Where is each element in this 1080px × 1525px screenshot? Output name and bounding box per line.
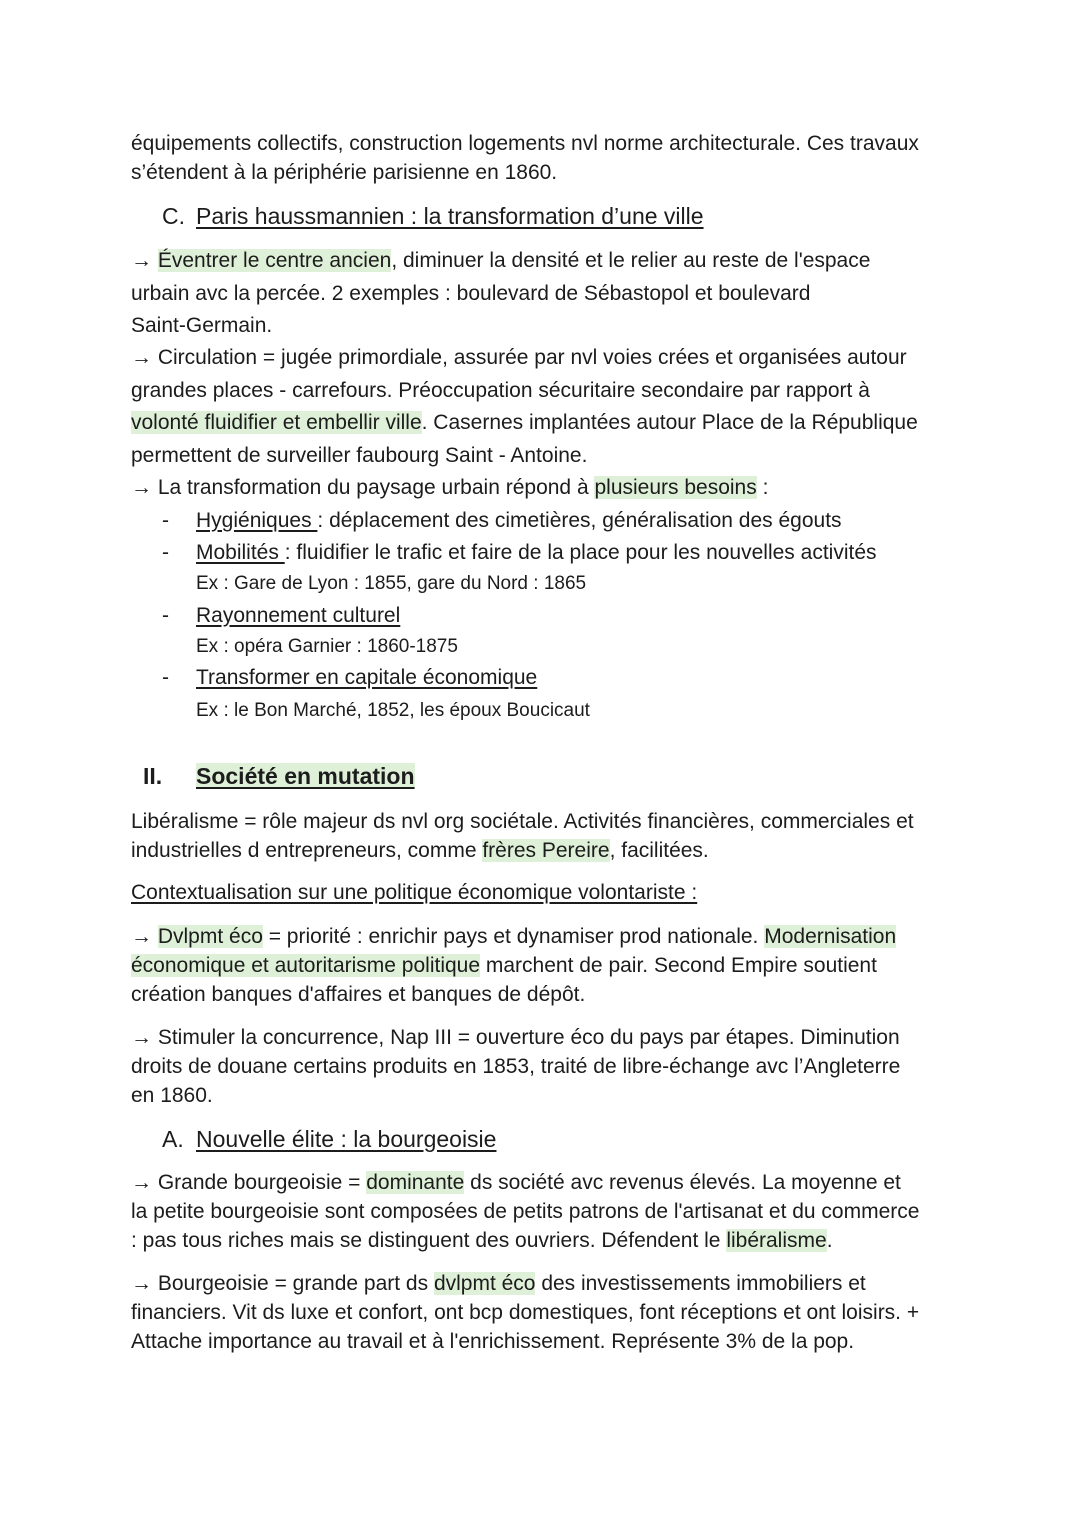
highlight-eventrer: Éventrer le centre ancien xyxy=(157,249,392,272)
section-a-heading xyxy=(162,1124,496,1154)
paragraph-text: Attache importance au travail et à l'enrichissement. Représente 3% de la pop. xyxy=(131,1330,855,1353)
list-label: Hygiéniques xyxy=(196,509,318,532)
paragraph-text: → Circulation = jugée primordiale, assurée par nvl voies crées et organisées autour xyxy=(131,346,907,369)
paragraph-text: la petite bourgeoisie sont composées de petits patrons de l'artisanat et du commerce xyxy=(131,1200,920,1223)
section-c-letter: C. xyxy=(162,203,185,229)
paragraph-grande-bourgeoisie xyxy=(131,1168,961,1255)
paragraph-text: → Grande bourgeoisie = xyxy=(131,1171,367,1194)
paragraph-text: Saint-Germain. xyxy=(131,314,273,337)
paragraph-text: : xyxy=(756,476,769,499)
highlight-liberalisme: libéralisme xyxy=(726,1229,827,1252)
arrow: → xyxy=(131,925,158,948)
example-bon-marche: Ex : le Bon Marché, 1852, les époux Boucicaut xyxy=(196,700,590,721)
list-label: Transformer en capitale économique xyxy=(196,666,538,689)
paragraph-text: → Stimuler la concurrence, Nap III = ouverture éco du pays par étapes. Diminution xyxy=(131,1026,900,1049)
list-dash: - xyxy=(162,541,169,564)
example-gares: Ex : Gare de Lyon : 1855, gare du Nord : 1865 xyxy=(196,573,587,594)
paragraph-text: droits de douane certains produits en 1853, traité de libre-échange avc l’Angleterre xyxy=(131,1055,901,1078)
section-a-letter: A. xyxy=(162,1126,184,1152)
highlight-dvlpmt-eco: dvlpmt éco xyxy=(433,1272,536,1295)
intro-paragraph xyxy=(131,129,961,187)
paragraph-text: . xyxy=(826,1229,833,1252)
paragraph-text: industrielles d entrepreneurs, comme xyxy=(131,839,483,862)
highlight-autoritarisme: économique et autoritarisme politique xyxy=(131,954,481,977)
section-c-heading xyxy=(162,201,704,231)
paragraph-bourgeoisie xyxy=(131,1269,961,1356)
paragraph-concurrence xyxy=(131,1023,961,1110)
highlight-pereire: frères Pereire xyxy=(482,839,610,862)
paragraph-text: → La transformation du paysage urbain répond à xyxy=(131,476,595,499)
paragraph-text: ds société avc revenus élevés. La moyenne et xyxy=(464,1171,901,1194)
highlight-besoins: plusieurs besoins xyxy=(594,476,757,499)
section-ii-heading xyxy=(143,760,415,792)
highlight-dominante: dominante xyxy=(366,1171,465,1194)
paragraph-text: marchent de pair. Second Empire soutient xyxy=(480,954,877,977)
paragraph-liberalisme xyxy=(131,807,961,865)
intro-line-1: équipements collectifs, construction logements nvl norme architecturale. Ces travaux xyxy=(131,132,919,155)
paragraph-text: → Bourgeoisie = grande part ds xyxy=(131,1272,434,1295)
paragraph-text: , facilitées. xyxy=(609,839,709,862)
section-a-title: Nouvelle élite : la bourgeoisie xyxy=(196,1126,497,1152)
arrow: → xyxy=(131,249,158,272)
paragraph-circulation xyxy=(131,342,961,505)
contextualisation-text: Contextualisation sur une politique économique volontariste : xyxy=(131,881,698,904)
paragraph-text: . Casernes implantées autour Place de la République xyxy=(421,411,918,434)
section-c-title: Paris haussmannien : la transformation d’une ville xyxy=(196,203,704,229)
paragraph-eventrer xyxy=(131,245,961,343)
paragraph-text: permettent de surveiller faubourg Saint - Antoine. xyxy=(131,443,588,467)
paragraph-text: création banques d'affaires et banques de dépôt. xyxy=(131,983,586,1006)
list-label: Rayonnement culturel xyxy=(196,604,401,627)
list-label: Mobilités xyxy=(196,541,285,564)
highlight-fluidifier: volonté fluidifier et embellir ville xyxy=(131,411,422,434)
list-dash: - xyxy=(162,666,169,689)
paragraph-text: : pas tous riches mais se distinguent des ouvriers. Défendent le xyxy=(131,1229,727,1252)
contextualisation-heading xyxy=(131,878,961,907)
paragraph-text: grandes places - carrefours. Préoccupation sécuritaire secondaire par rapport à xyxy=(131,378,870,402)
paragraph-dvlpmt xyxy=(131,922,961,1009)
paragraph-text: = priorité : enrichir pays et dynamiser prod nationale. xyxy=(262,925,765,948)
list-dash: - xyxy=(162,604,169,627)
intro-line-2: s’étendent à la périphérie parisienne en 1860. xyxy=(131,161,558,184)
paragraph-text: urbain avc la percée. 2 exemples : boulevard de Sébastopol et boulevard xyxy=(131,281,811,305)
list-text: : déplacement des cimetières, généralisation des égouts xyxy=(317,509,842,532)
example-opera: Ex : opéra Garnier : 1860-1875 xyxy=(196,636,458,657)
highlight-dvlpmt: Dvlpmt éco xyxy=(157,925,263,948)
highlight-modernisation: Modernisation xyxy=(764,925,897,948)
list-text: : fluidifier le trafic et faire de la place pour les nouvelles activités xyxy=(284,541,877,564)
list-dash: - xyxy=(162,509,169,532)
paragraph-text: , diminuer la densité et le relier au reste de l'espace xyxy=(391,249,871,272)
paragraph-text: financiers. Vit ds luxe et confort, ont bcp domestiques, font réceptions et ont loisirs. + xyxy=(131,1301,920,1324)
paragraph-text: des investissements immobiliers et xyxy=(535,1272,866,1295)
section-ii-title: Société en mutation xyxy=(196,763,415,789)
paragraph-text: en 1860. xyxy=(131,1084,213,1107)
section-ii-number: II. xyxy=(143,763,163,789)
paragraph-text: Libéralisme = rôle majeur ds nvl org sociétale. Activités financières, commerciales et xyxy=(131,810,914,833)
